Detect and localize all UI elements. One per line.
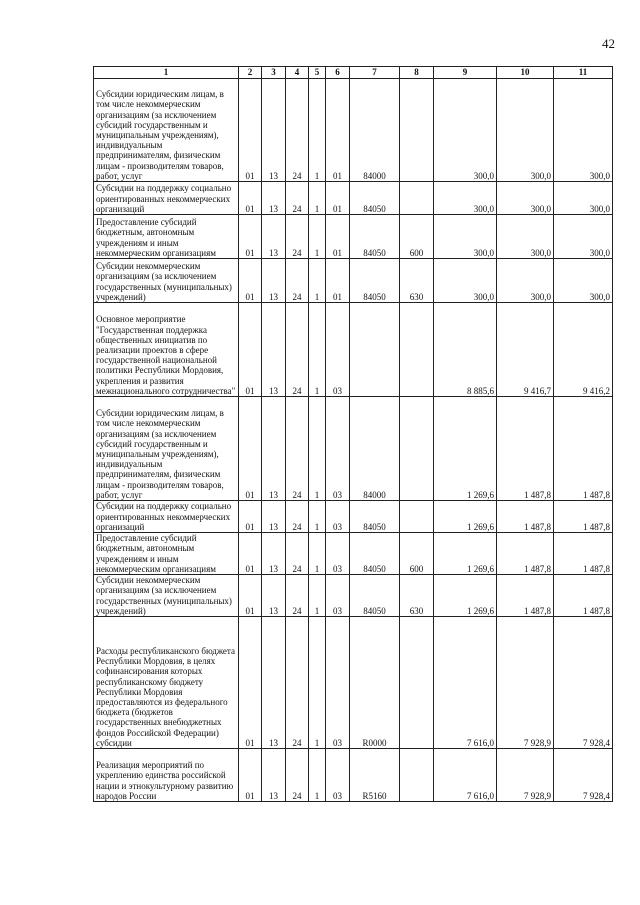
cell-c11: 7 928,4: [554, 617, 613, 749]
cell-c10: 300,0: [497, 215, 554, 259]
cell-c6: 03: [326, 617, 350, 749]
cell-c10: 300,0: [497, 259, 554, 303]
row-name-cell: Субсидии некоммерческим организациям (за исключением государственных (муниципальных) учреждений): [94, 259, 239, 303]
cell-c9: 300,0: [434, 215, 497, 259]
cell-c4: 24: [286, 397, 309, 501]
header-cell: 6: [326, 67, 350, 79]
cell-c2: 01: [239, 617, 262, 749]
cell-c3: 13: [262, 215, 286, 259]
cell-c7: [350, 303, 400, 397]
cell-c6: 01: [326, 182, 350, 215]
cell-c5: 1: [309, 533, 326, 575]
header-cell: 11: [554, 67, 613, 79]
cell-c4: 24: [286, 575, 309, 617]
table-row: [94, 79, 613, 182]
cell-c8: [400, 617, 434, 749]
budget-table: [93, 66, 613, 802]
cell-c10: 1 487,8: [497, 501, 554, 533]
row-name-cell: Основное мероприятие "Государственная поддержка общественных инициатив по реализации проектов в сфере государственной национальной политики Республики Мордовия, укрепления и развития межнационального сотрудничества": [94, 303, 239, 397]
cell-c10: 7 928,9: [497, 617, 554, 749]
cell-c6: 03: [326, 533, 350, 575]
cell-c6: 03: [326, 575, 350, 617]
cell-c2: 01: [239, 182, 262, 215]
row-name-cell: Субсидии на поддержку социально ориентированных некоммерческих организаций: [94, 501, 239, 533]
cell-c11: 7 928,4: [554, 749, 613, 802]
cell-c5: 1: [309, 215, 326, 259]
cell-c5: 1: [309, 259, 326, 303]
cell-c3: 13: [262, 575, 286, 617]
table-row: [94, 749, 613, 802]
cell-c10: 1 487,8: [497, 533, 554, 575]
cell-c9: 300,0: [434, 259, 497, 303]
cell-c8: 630: [400, 259, 434, 303]
cell-c10: 300,0: [497, 79, 554, 182]
cell-c11: 1 487,8: [554, 397, 613, 501]
cell-c5: 1: [309, 617, 326, 749]
header-cell: 5: [309, 67, 326, 79]
cell-c9: 300,0: [434, 79, 497, 182]
cell-c8: [400, 303, 434, 397]
cell-c11: 1 487,8: [554, 501, 613, 533]
cell-c7: 84050: [350, 182, 400, 215]
cell-c7: 84000: [350, 397, 400, 501]
cell-c3: 13: [262, 501, 286, 533]
cell-c2: 01: [239, 749, 262, 802]
cell-c8: 630: [400, 575, 434, 617]
table-row: [94, 215, 613, 259]
header-cell: 9: [434, 67, 497, 79]
cell-c8: [400, 182, 434, 215]
cell-c3: 13: [262, 749, 286, 802]
cell-c9: 7 616,0: [434, 749, 497, 802]
cell-c3: 13: [262, 617, 286, 749]
row-name-cell: Субсидии на поддержку социально ориентированных некоммерческих организаций: [94, 182, 239, 215]
cell-c11: 300,0: [554, 182, 613, 215]
cell-c2: 01: [239, 215, 262, 259]
row-name-cell: Расходы республиканского бюджета Республики Мордовия, в целях софинансирования которых республиканскому бюджету Республики Мордовия предоставляются из федерального бюджета (бюджетов государственных внебюджетных фондов Российской Федерации) субсидии: [94, 617, 239, 749]
row-name-cell: Субсидии юридическим лицам, в том числе некоммерческим организациям (за исключением субсидий государственным и муниципальным учреждениям), индивидуальным предпринимателям, физическим лицам - производителям товаров, работ, услуг: [94, 79, 239, 182]
cell-c7: R5160: [350, 749, 400, 802]
cell-c6: 03: [326, 749, 350, 802]
cell-c4: 24: [286, 749, 309, 802]
cell-c9: 1 269,6: [434, 533, 497, 575]
cell-c3: 13: [262, 259, 286, 303]
cell-c9: 1 269,6: [434, 397, 497, 501]
cell-c4: 24: [286, 617, 309, 749]
cell-c11: 1 487,8: [554, 533, 613, 575]
cell-c10: 7 928,9: [497, 749, 554, 802]
cell-c2: 01: [239, 533, 262, 575]
table-row: [94, 617, 613, 749]
table-row: [94, 533, 613, 575]
cell-c10: 1 487,8: [497, 397, 554, 501]
cell-c4: 24: [286, 259, 309, 303]
cell-c6: 01: [326, 215, 350, 259]
cell-c5: 1: [309, 182, 326, 215]
cell-c6: 03: [326, 501, 350, 533]
cell-c4: 24: [286, 533, 309, 575]
cell-c9: 300,0: [434, 182, 497, 215]
cell-c4: 24: [286, 303, 309, 397]
cell-c3: 13: [262, 533, 286, 575]
cell-c3: 13: [262, 397, 286, 501]
header-cell: 2: [239, 67, 262, 79]
table-row: [94, 575, 613, 617]
cell-c11: 1 487,8: [554, 575, 613, 617]
cell-c2: 01: [239, 501, 262, 533]
row-name-cell: Предоставление субсидий бюджетным, автономным учреждениям и иным некоммерческим организациям: [94, 215, 239, 259]
cell-c9: 1 269,6: [434, 501, 497, 533]
cell-c10: 1 487,8: [497, 575, 554, 617]
cell-c10: 9 416,7: [497, 303, 554, 397]
cell-c4: 24: [286, 215, 309, 259]
cell-c2: 01: [239, 259, 262, 303]
cell-c7: 84050: [350, 259, 400, 303]
cell-c8: [400, 501, 434, 533]
cell-c11: 300,0: [554, 259, 613, 303]
cell-c7: R0000: [350, 617, 400, 749]
cell-c5: 1: [309, 397, 326, 501]
cell-c3: 13: [262, 79, 286, 182]
cell-c5: 1: [309, 575, 326, 617]
cell-c8: [400, 397, 434, 501]
cell-c5: 1: [309, 303, 326, 397]
row-name-cell: Субсидии юридическим лицам, в том числе некоммерческим организациям (за исключением субсидий государственным и муниципальным учреждениям), индивидуальным предпринимателям, физическим лицам - производителям товаров, работ, услуг: [94, 397, 239, 501]
table-row: [94, 397, 613, 501]
cell-c5: 1: [309, 79, 326, 182]
cell-c2: 01: [239, 79, 262, 182]
cell-c2: 01: [239, 575, 262, 617]
table-row: [94, 501, 613, 533]
header-cell: 4: [286, 67, 309, 79]
cell-c7: 84050: [350, 501, 400, 533]
cell-c11: 9 416,2: [554, 303, 613, 397]
cell-c6: 03: [326, 397, 350, 501]
cell-c3: 13: [262, 182, 286, 215]
table-header-row: [94, 67, 613, 79]
cell-c8: 600: [400, 533, 434, 575]
cell-c9: 1 269,6: [434, 575, 497, 617]
row-name-cell: Предоставление субсидий бюджетным, автономным учреждениям и иным некоммерческим организациям: [94, 533, 239, 575]
cell-c7: 84050: [350, 215, 400, 259]
header-cell: 10: [497, 67, 554, 79]
table-row: [94, 182, 613, 215]
cell-c11: 300,0: [554, 79, 613, 182]
header-cell: 3: [262, 67, 286, 79]
cell-c8: 600: [400, 215, 434, 259]
header-cell: 1: [94, 67, 239, 79]
table-row: [94, 259, 613, 303]
cell-c8: [400, 749, 434, 802]
cell-c2: 01: [239, 397, 262, 501]
cell-c9: 8 885,6: [434, 303, 497, 397]
cell-c5: 1: [309, 501, 326, 533]
cell-c8: [400, 79, 434, 182]
cell-c10: 300,0: [497, 182, 554, 215]
cell-c2: 01: [239, 303, 262, 397]
cell-c6: 01: [326, 259, 350, 303]
cell-c7: 84050: [350, 575, 400, 617]
cell-c4: 24: [286, 501, 309, 533]
page-number: 42: [602, 36, 615, 51]
header-cell: 7: [350, 67, 400, 79]
cell-c6: 01: [326, 79, 350, 182]
cell-c11: 300,0: [554, 215, 613, 259]
table-row: [94, 303, 613, 397]
cell-c4: 24: [286, 182, 309, 215]
cell-c4: 24: [286, 79, 309, 182]
row-name-cell: Субсидии некоммерческим организациям (за исключением государственных (муниципальных) учреждений): [94, 575, 239, 617]
cell-c7: 84050: [350, 533, 400, 575]
cell-c6: 03: [326, 303, 350, 397]
cell-c7: 84000: [350, 79, 400, 182]
row-name-cell: Реализация мероприятий по укреплению единства российской нации и этнокультурному развитию народов России: [94, 749, 239, 802]
cell-c5: 1: [309, 749, 326, 802]
cell-c3: 13: [262, 303, 286, 397]
header-cell: 8: [400, 67, 434, 79]
cell-c9: 7 616,0: [434, 617, 497, 749]
